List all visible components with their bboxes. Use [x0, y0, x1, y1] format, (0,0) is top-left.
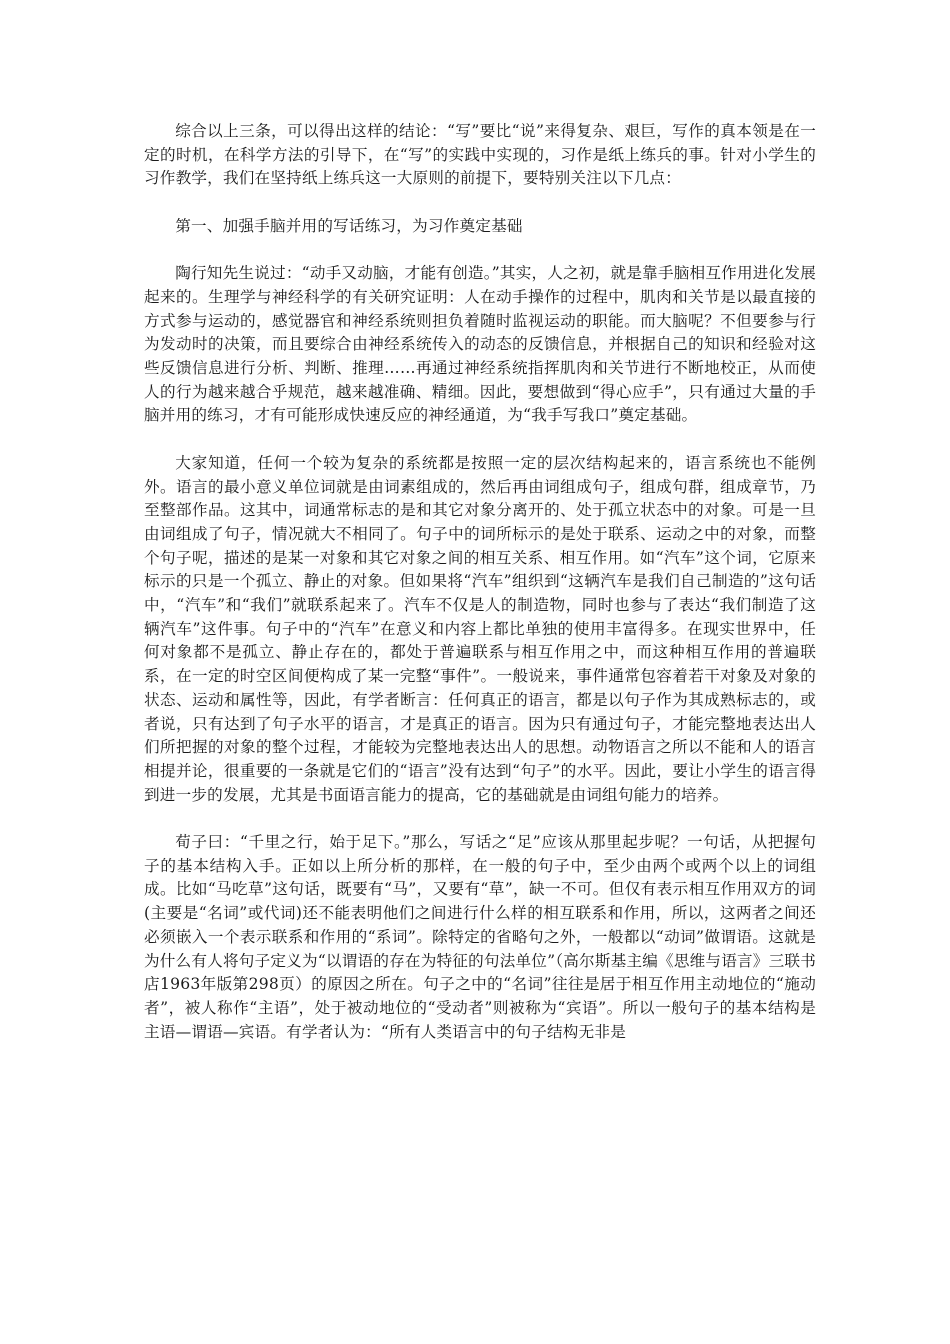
document-body — [144, 120, 816, 1044]
paragraph-conclusion: 综合以上三条，可以得出这样的结论：“写”要比“说”来得复杂、艰巨，写作的真本领是在一定的时机，在科学方法的引导下，在“写”的实践中实现的，习作是纸上练兵的事。针对小学生的习作教学，我们在坚持纸上练兵这一大原则的前提下，要特别关注以下几点： — [144, 122, 816, 188]
paragraph-tao-xingzhi: 陶行知先生说过：“动手又动脑，才能有创造。”其实，人之初，就是靠手脑相互作用进化发展起来的。生理学与神经科学的有关研究证明：人在动手操作的过程中，肌肉和关节是以最直接的方式参与运动的，感觉器官和神经系统则担负着随时监视运动的职能。而大脑呢？不但要参与行为发动时的决策，而且要综合由神经系统传入的动态的反馈信息，并根据自己的知识和经验对这些反馈信息进行分析、判断、推理……再通过神经系统指挥肌肉和关节进行不断地校正，从而使人的行为越来越合乎规范，越来越准确、精细。因此，要想做到“得心应手”，只有通过大量的手脑并用的练习，才有可能形成快速反应的神经通道，为“我手写我口”奠定基础。 — [144, 264, 816, 425]
section-heading-first: 第一、加强手脑并用的写话练习，为习作奠定基础 — [175, 216, 523, 235]
paragraph-xunzi: 荀子曰：“千里之行，始于足下。”那么，写话之“足”应该从那里起步呢？一句话，从把握句子的基本结构入手。正如以上所分析的那样，在一般的句子中，至少由两个或两个以上的词组成。比如“马吃草”这句话，既要有“马”，又要有“草”，缺一不可。但仅有表示相互作用双方的词(主要是“名词”或代词)还不能表明他们之间进行什么样的相互联系和作用，所以，这两者之间还必须嵌入一个表示联系和作用的“系词”。除特定的省略句之外，一般都以“动词”做谓语。这就是为什么有人将句子定义为“以谓语的存在为特征的句法单位”（高尔斯基主编《思维与语言》三联书店1963年版第298页）的原因之所在。句子之中的“名词”往往是居于相互作用主动地位的“施动者”，被人称作“主语”，处于被动地位的“受动者”则被称为“宾语”。所以一般句子的基本结构是主语—谓语—宾语。有学者认为：“所有人类语言中的句子结构无非是 — [144, 833, 816, 1041]
paragraph-language-system: 大家知道，任何一个较为复杂的系统都是按照一定的层次结构起来的，语言系统也不能例外。语言的最小意义单位词就是由词素组成的，然后再由词组成句子，组成句群，组成章节，乃至整部作品。这其中，词通常标志的是和其它对象分离开的、处于孤立状态中的对象。可是一旦由词组成了句子，情况就大不相同了。句子中的词所标示的是处于联系、运动之中的对象，而整个句子呢，描述的是某一对象和其它对象之间的相互关系、相互作用。如“汽车”这个词，它原来标示的只是一个孤立、静止的对象。但如果将“汽车”组织到“这辆汽车是我们自己制造的”这句话中，“汽车”和“我们”就联系起来了。汽车不仅是人的制造物，同时也参与了表达“我们制造了这辆汽车”这件事。句子中的“汽车”在意义和内容上都比单独的使用丰富得多。在现实世界中，任何对象都不是孤立、静止存在的，都处于普遍联系与相互作用之中，而这种相互作用的普遍联系，在一定的时空区间便构成了某一完整“事件”。一般说来，事件通常包容着若干对象及对象的状态、运动和属性等，因此，有学者断言：任何真正的语言，都是以句子作为其成熟标志的，或者说，只有达到了句子水平的语言，才是真正的语言。因为只有通过句子，才能完整地表达出人们所把握的对象的整个过程，才能较为完整地表达出人的思想。动物语言之所以不能和人的语言相提并论，很重要的一条就是它们的“语言”没有达到“句子”的水平。因此，要让小学生的语言得到进一步的发展，尤其是书面语言能力的提高，它的基础就是由词组句能力的培养。 — [144, 453, 816, 804]
